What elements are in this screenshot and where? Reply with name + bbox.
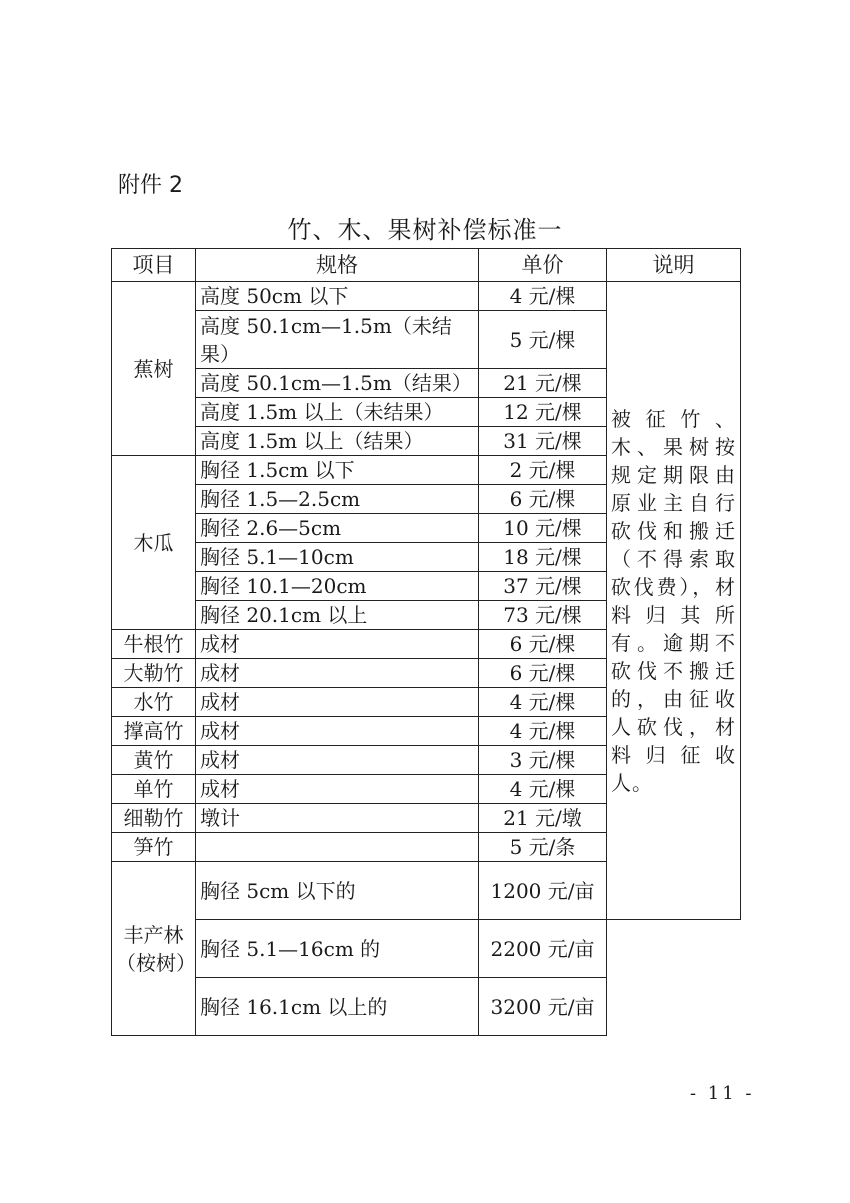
item-cell: 黄竹 — [112, 746, 196, 775]
price-cell: 2200 元/亩 — [479, 920, 607, 978]
price-cell: 21 元/棵 — [479, 369, 607, 398]
price-cell: 37 元/棵 — [479, 572, 607, 601]
item-cell: 蕉树 — [112, 282, 196, 456]
spec-cell: 高度 1.5m 以上（未结果） — [196, 398, 479, 427]
spec-cell: 成材 — [196, 746, 479, 775]
compensation-table — [111, 248, 741, 1036]
spec-cell: 成材 — [196, 717, 479, 746]
price-cell: 73 元/棵 — [479, 601, 607, 630]
spec-cell: 成材 — [196, 659, 479, 688]
item-cell: 木瓜 — [112, 456, 196, 630]
price-cell: 6 元/棵 — [479, 485, 607, 514]
price-cell: 4 元/棵 — [479, 282, 607, 311]
spec-cell: 成材 — [196, 688, 479, 717]
table-row — [112, 282, 741, 311]
price-cell: 12 元/棵 — [479, 398, 607, 427]
spec-cell: 高度 50.1cm—1.5m（未结果） — [196, 311, 479, 369]
price-cell: 5 元/条 — [479, 833, 607, 862]
item-cell: 丰产林（桉树） — [112, 862, 196, 1036]
header-note: 说明 — [607, 249, 741, 282]
attachment-label: 附件 2 — [118, 173, 183, 198]
spec-cell: 成材 — [196, 630, 479, 659]
spec-cell: 胸径 1.5—2.5cm — [196, 485, 479, 514]
spec-cell: 胸径 5.1—10cm — [196, 543, 479, 572]
spec-cell — [196, 833, 479, 862]
header-price: 单价 — [479, 249, 607, 282]
price-cell: 18 元/棵 — [479, 543, 607, 572]
price-cell: 5 元/棵 — [479, 311, 607, 369]
item-cell: 细勒竹 — [112, 804, 196, 833]
spec-cell: 高度 1.5m 以上（结果） — [196, 427, 479, 456]
spec-cell: 胸径 2.6—5cm — [196, 514, 479, 543]
item-cell: 单竹 — [112, 775, 196, 804]
table-row — [112, 978, 741, 1036]
spec-cell: 高度 50.1cm—1.5m（结果） — [196, 369, 479, 398]
note-cell: 被征竹、木、果树按规定期限由原业主自行砍伐和搬迁（不得索取砍伐费），材料归其所有。逾期不砍伐不搬迁的，由征收人砍伐，材料归征收人。 — [607, 282, 741, 920]
price-cell: 4 元/棵 — [479, 775, 607, 804]
price-cell: 4 元/棵 — [479, 688, 607, 717]
price-cell: 21 元/墩 — [479, 804, 607, 833]
price-cell: 2 元/棵 — [479, 456, 607, 485]
spec-cell: 胸径 20.1cm 以上 — [196, 601, 479, 630]
spec-cell: 墩计 — [196, 804, 479, 833]
price-cell: 3 元/棵 — [479, 746, 607, 775]
price-cell: 31 元/棵 — [479, 427, 607, 456]
price-cell: 1200 元/亩 — [479, 862, 607, 920]
page-title: 竹、木、果树补偿标准一 — [287, 216, 563, 244]
spec-cell: 胸径 5.1—16cm 的 — [196, 920, 479, 978]
price-cell: 4 元/棵 — [479, 717, 607, 746]
header-spec: 规格 — [196, 249, 479, 282]
item-cell: 牛根竹 — [112, 630, 196, 659]
spec-cell: 成材 — [196, 775, 479, 804]
item-cell: 撑高竹 — [112, 717, 196, 746]
spec-cell: 胸径 1.5cm 以下 — [196, 456, 479, 485]
header-item: 项目 — [112, 249, 196, 282]
spec-cell: 高度 50cm 以下 — [196, 282, 479, 311]
spec-cell: 胸径 10.1—20cm — [196, 572, 479, 601]
spec-cell: 胸径 16.1cm 以上的 — [196, 978, 479, 1036]
table-header-row — [112, 249, 741, 282]
price-cell: 6 元/棵 — [479, 630, 607, 659]
item-cell: 水竹 — [112, 688, 196, 717]
item-cell: 大勒竹 — [112, 659, 196, 688]
item-cell: 笋竹 — [112, 833, 196, 862]
page-number: - 11 - — [690, 1083, 755, 1104]
price-cell: 6 元/棵 — [479, 659, 607, 688]
table-row — [112, 920, 741, 978]
spec-cell: 胸径 5cm 以下的 — [196, 862, 479, 920]
price-cell: 3200 元/亩 — [479, 978, 607, 1036]
price-cell: 10 元/棵 — [479, 514, 607, 543]
